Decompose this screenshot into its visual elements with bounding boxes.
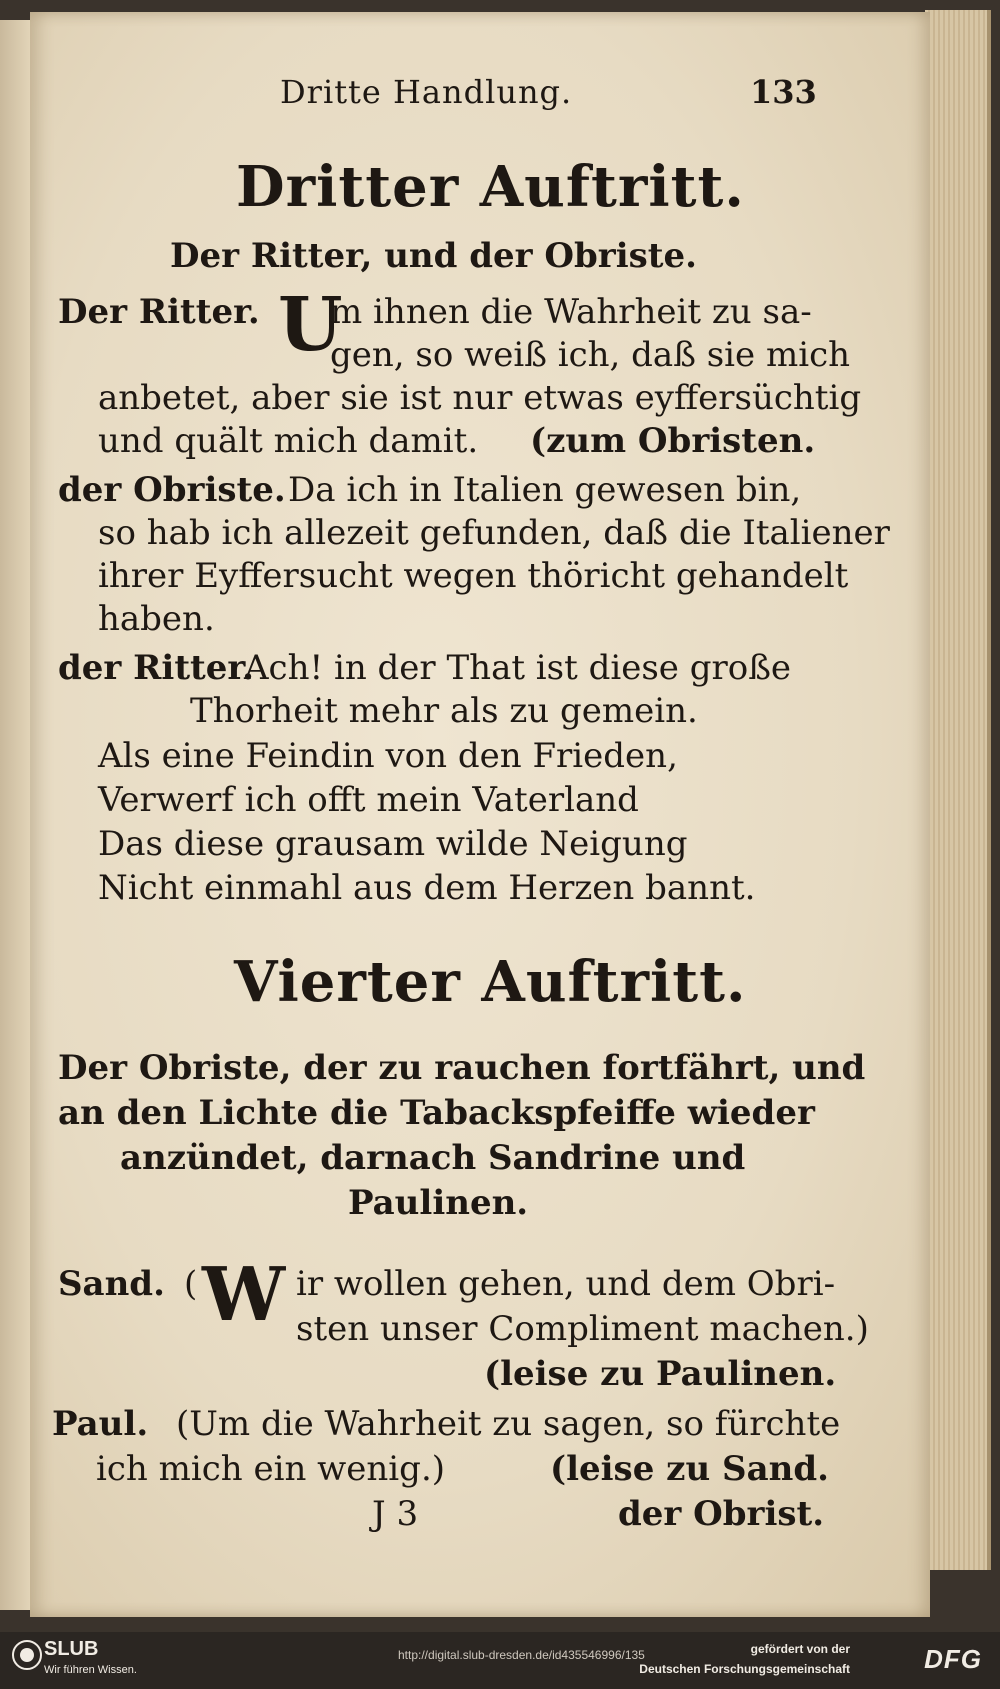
speaker-ritter: der Ritter. [58,648,254,688]
funding-line: gefördert von der [750,1642,850,1656]
running-head: Dritte Handlung. [280,73,573,111]
scene-title-3: Dritter Auftritt. [236,154,745,220]
left-page-edge [0,20,30,1610]
footer-bar [0,1632,1000,1689]
dfg-logo: DFG [924,1644,982,1674]
speaker-ritter: Der Ritter. [58,292,260,332]
stage-direction-4: Paulinen. [348,1183,529,1223]
stage-direction-3: Der Ritter, und der Obriste. [170,236,697,276]
text-line: ir wollen gehen, und dem Obri- [296,1264,836,1304]
signature-mark: J 3 [372,1494,419,1534]
text-line: haben. [98,599,215,639]
library-tagline: Wir führen Wissen. [44,1664,137,1676]
stage-direction-4: anzündet, darnach Sandrine und [120,1138,746,1178]
text-line: anbetet, aber sie ist nur etwas eyffersüchtig [98,378,862,418]
paren-open: ( [184,1264,198,1304]
source-url-link[interactable]: http://digital.slub-dresden.de/id435546996/135 [398,1648,645,1662]
text-line: Thorheit mehr als zu gemein. [190,691,698,731]
initial-letter-w: W [202,1252,286,1338]
text-line: so hab ich allezeit gefunden, daß die Italiener [98,513,890,553]
page-number: 133 [750,73,817,111]
text-line: Da ich in Italien gewesen bin, [288,470,802,510]
verse-line: Nicht einmahl aus dem Herzen bannt. [98,868,756,908]
slub-logo-icon [12,1640,42,1670]
scene-title-4: Vierter Auftritt. [234,949,747,1015]
text-line: gen, so weiß ich, daß sie mich [330,335,851,375]
text-line: m ihnen die Wahrheit zu sa- [330,292,812,332]
stage-aside: (leise zu Sand. [550,1449,829,1489]
text-line: ich mich ein wenig.) [96,1449,446,1489]
stage-direction-4: an den Lichte die Tabackspfeiffe wieder [58,1093,815,1133]
funding-line: Deutschen Forschungsgemeinschaft [639,1662,850,1676]
text-line: sten unser Compliment machen.) [296,1309,869,1349]
text-line: (Um die Wahrheit zu sagen, so fürchte [176,1404,841,1444]
stage-aside: (leise zu Paulinen. [484,1354,837,1394]
speaker-obriste: der Obriste. [58,470,286,510]
text-line: Ach! in der That ist diese große [244,648,792,688]
stage-direction-4: Der Obriste, der zu rauchen fortfährt, und [58,1048,866,1088]
text-line: und quält mich damit. [98,421,479,461]
library-name: SLUB [44,1638,99,1660]
text-line: ihrer Eyffersucht wegen thöricht gehandelt [98,556,849,596]
speaker-sandrine: Sand. [58,1264,165,1304]
page-fore-edge [925,10,991,1570]
verse-line: Als eine Feindin von den Frieden, [98,736,678,776]
verse-line: Das diese grausam wilde Neigung [98,824,688,864]
verse-line: Verwerf ich offt mein Vaterland [98,780,639,820]
catchword: der Obrist. [618,1494,825,1534]
initial-letter-u: U [278,282,343,368]
stage-aside: (zum Obristen. [530,421,816,461]
speaker-pauline: Paul. [52,1404,149,1444]
